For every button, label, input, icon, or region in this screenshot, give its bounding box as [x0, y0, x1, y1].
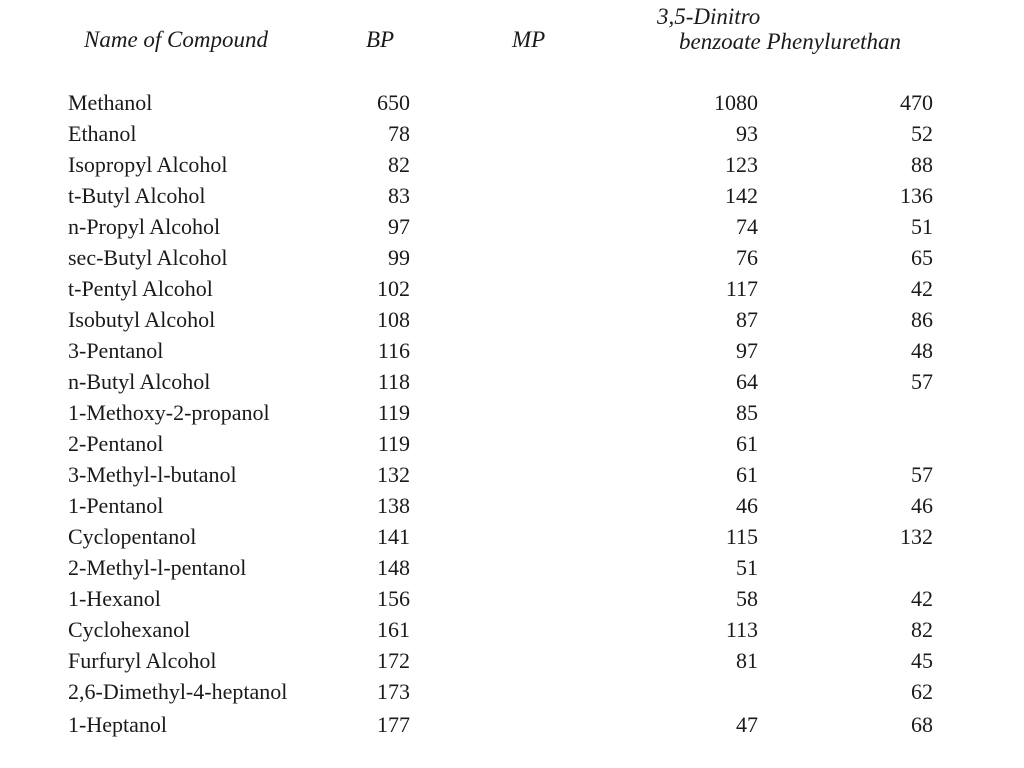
compound-name-cell: 3-Pentanol	[68, 338, 164, 363]
compound-name-cell: 1-Methoxy-2-propanol	[68, 400, 270, 425]
phenylurethan-cell: 132	[900, 524, 933, 549]
table-row	[0, 522, 1024, 553]
dinitrobenzoate-cell: 81	[736, 648, 758, 673]
bp-cell: 138	[377, 493, 410, 518]
phenylurethan-cell: 86	[911, 307, 933, 332]
dinitrobenzoate-cell: 113	[725, 617, 758, 642]
dinitrobenzoate-cell: 87	[736, 307, 758, 332]
bp-cell: 119	[377, 400, 410, 425]
phenylurethan-cell: 62	[911, 679, 933, 704]
dinitrobenzoate-cell: 47	[736, 712, 758, 737]
bp-cell: 173	[377, 679, 410, 704]
header-dinitro-line2: benzoate Phenylurethan	[679, 29, 902, 54]
compound-name-cell: Isobutyl Alcohol	[68, 307, 216, 332]
dinitrobenzoate-cell: 58	[736, 586, 758, 611]
table-row	[0, 584, 1024, 615]
dinitrobenzoate-cell: 142	[725, 183, 758, 208]
compound-name-cell: sec-Butyl Alcohol	[68, 245, 228, 270]
compound-name-cell: 1-Heptanol	[68, 712, 167, 737]
table-row	[0, 429, 1024, 460]
phenylurethan-cell: 45	[911, 648, 933, 673]
compound-name-cell: t-Butyl Alcohol	[68, 183, 206, 208]
table-row	[0, 243, 1024, 274]
dinitrobenzoate-cell: 117	[725, 276, 758, 301]
dinitrobenzoate-cell: 61	[736, 431, 758, 456]
bp-cell: 132	[377, 462, 410, 487]
bp-cell: 177	[377, 712, 410, 737]
table-row	[0, 274, 1024, 305]
bp-cell: 119	[377, 431, 410, 456]
compound-name-cell: Furfuryl Alcohol	[68, 648, 217, 673]
compound-name-cell: 2-Methyl-l-pentanol	[68, 555, 247, 580]
bp-cell: 83	[388, 183, 410, 208]
phenylurethan-cell: 82	[911, 617, 933, 642]
dinitrobenzoate-cell: 123	[725, 152, 758, 177]
phenylurethan-cell: 88	[911, 152, 933, 177]
bp-cell: 82	[388, 152, 410, 177]
compound-name-cell: Ethanol	[68, 121, 137, 146]
phenylurethan-cell: 51	[911, 214, 933, 239]
compound-name-cell: Cyclohexanol	[68, 617, 191, 642]
table-row	[0, 336, 1024, 367]
compound-name-cell: Isopropyl Alcohol	[68, 152, 228, 177]
compound-name-cell: n-Butyl Alcohol	[68, 369, 211, 394]
bp-cell: 108	[377, 307, 410, 332]
bp-cell: 102	[377, 276, 410, 301]
compound-name-cell: n-Propyl Alcohol	[68, 214, 221, 239]
compound-name-cell: 2-Pentanol	[68, 431, 164, 456]
compound-name-cell: 1-Hexanol	[68, 586, 161, 611]
table-row	[0, 150, 1024, 181]
phenylurethan-cell: 48	[911, 338, 933, 363]
table-rows	[0, 88, 1024, 739]
header-mp: MP	[512, 27, 546, 52]
compound-name-cell: 3-Methyl-l-butanol	[68, 462, 237, 487]
table-row	[0, 119, 1024, 150]
bp-cell: 116	[377, 338, 410, 363]
dinitrobenzoate-cell: 93	[736, 121, 758, 146]
phenylurethan-cell: 52	[911, 121, 933, 146]
phenylurethan-cell: 57	[911, 462, 933, 487]
compound-name-cell: t-Pentyl Alcohol	[68, 276, 213, 301]
table-row	[0, 367, 1024, 398]
bp-cell: 141	[377, 524, 410, 549]
compound-name-cell: Methanol	[68, 90, 153, 115]
phenylurethan-cell: 65	[911, 245, 933, 270]
dinitrobenzoate-cell: 64	[736, 369, 758, 394]
dinitrobenzoate-cell: 61	[736, 462, 758, 487]
table-body	[0, 88, 1024, 750]
header-name-of-compound: Name of Compound	[84, 27, 268, 52]
compound-name-cell: 1-Pentanol	[68, 493, 164, 518]
dinitrobenzoate-cell: 115	[725, 524, 758, 549]
table-row	[0, 677, 1024, 708]
bp-cell: 650	[377, 90, 410, 115]
table-row	[0, 615, 1024, 646]
dinitrobenzoate-cell: 46	[736, 493, 758, 518]
table-row	[0, 553, 1024, 584]
dinitrobenzoate-cell: 74	[736, 214, 758, 239]
compound-name-cell: 2,6-Dimethyl-4-heptanol	[68, 679, 288, 704]
bp-cell: 148	[377, 555, 410, 580]
dinitrobenzoate-cell: 51	[736, 555, 758, 580]
dinitrobenzoate-cell: 76	[736, 245, 758, 270]
bp-cell: 97	[388, 214, 410, 239]
table-row	[0, 212, 1024, 243]
dinitrobenzoate-cell: 97	[736, 338, 758, 363]
table-row	[0, 88, 1024, 119]
table-row	[0, 646, 1024, 677]
table-row	[0, 305, 1024, 336]
table-row	[0, 491, 1024, 522]
table-row	[0, 181, 1024, 212]
phenylurethan-cell: 42	[911, 586, 933, 611]
bp-cell: 156	[377, 586, 410, 611]
bp-cell: 118	[377, 369, 410, 394]
phenylurethan-cell: 136	[900, 183, 933, 208]
phenylurethan-cell: 68	[911, 712, 933, 737]
dinitrobenzoate-cell: 85	[736, 400, 758, 425]
phenylurethan-cell: 470	[900, 90, 933, 115]
header-bp: BP	[366, 27, 395, 52]
phenylurethan-cell: 57	[911, 369, 933, 394]
bp-cell: 99	[388, 245, 410, 270]
bp-cell: 161	[377, 617, 410, 642]
table-row	[0, 708, 1024, 739]
phenylurethan-cell: 42	[911, 276, 933, 301]
header-dinitro-line1: 3,5-Dinitro	[657, 4, 761, 29]
table-row	[0, 460, 1024, 491]
bp-cell: 78	[388, 121, 410, 146]
bp-cell: 172	[377, 648, 410, 673]
table-row	[0, 398, 1024, 429]
dinitrobenzoate-cell: 1080	[714, 90, 758, 115]
phenylurethan-cell: 46	[911, 493, 933, 518]
compound-name-cell: Cyclopentanol	[68, 524, 197, 549]
